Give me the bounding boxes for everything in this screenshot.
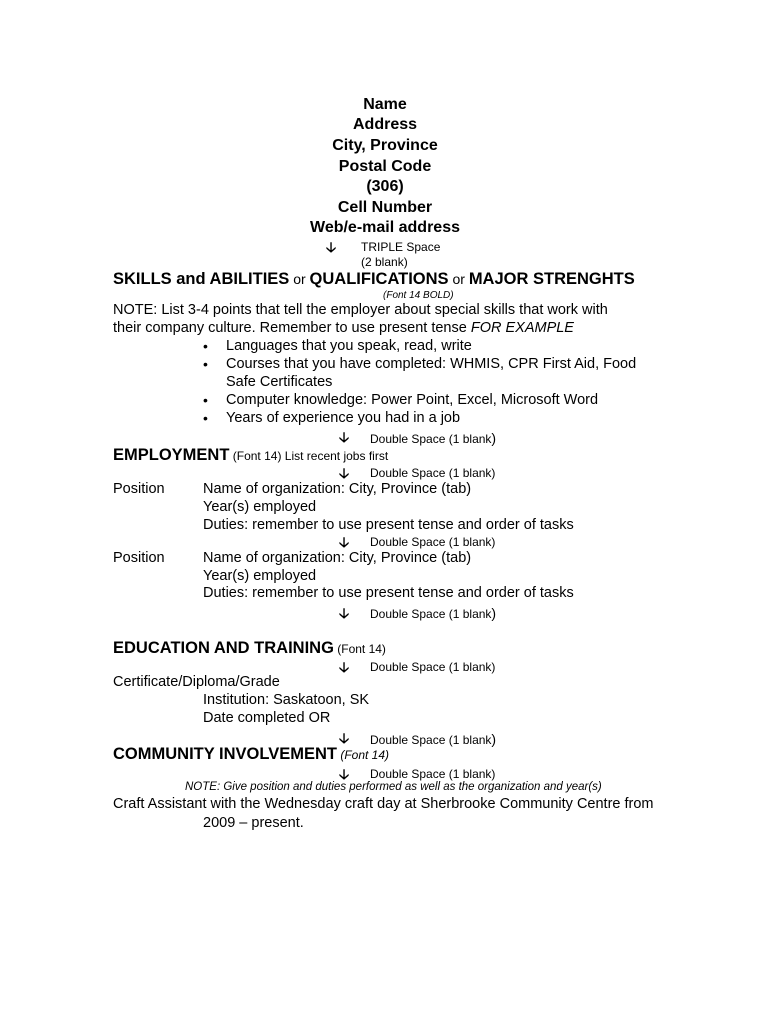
down-arrow-icon: 🡣 — [339, 534, 350, 550]
double-space-note — [370, 430, 496, 446]
contact-cell: Cell Number — [337, 199, 433, 216]
certificate-line: Certificate/Diploma/Grade — [113, 674, 280, 690]
skills-note-line-2 — [113, 320, 574, 336]
triple-space-note: TRIPLE Space — [361, 240, 441, 254]
double-space-note — [370, 767, 495, 781]
community-line-2: 2009 – present. — [203, 815, 304, 831]
position-label: Position — [113, 550, 165, 566]
bullet-icon: • — [203, 410, 208, 426]
double-space-text: Double Space (1 blank — [370, 432, 492, 446]
employment-font-note: (Font 14) List recent jobs first — [229, 449, 389, 463]
skills-title-a: SKILLS and ABILITIES — [113, 270, 290, 288]
double-space-close: ) — [491, 731, 497, 747]
skills-note-text: their company culture. Remember to use present tense — [113, 320, 471, 336]
double-space-note — [370, 605, 496, 621]
bullet-icon: • — [203, 356, 208, 372]
double-space-text: Double Space (1 blank — [370, 733, 492, 747]
skills-or-1: or — [289, 271, 310, 287]
bullet-item: Languages that you speak, read, write — [226, 338, 472, 354]
bullet-icon: • — [203, 392, 208, 408]
down-arrow-icon: 🡣 — [339, 766, 350, 782]
double-space-text: Double Space (1 blank — [370, 660, 492, 674]
skills-heading — [113, 270, 635, 289]
bullet-item: Courses that you have completed: WHMIS, CPR First Aid, Food — [226, 356, 637, 372]
community-title: COMMUNITY INVOLVEMENT — [113, 745, 337, 763]
education-title: EDUCATION AND TRAINING — [113, 639, 334, 657]
double-space-close: ) — [491, 430, 497, 446]
bullet-item: Computer knowledge: Power Point, Excel, Microsoft Word — [226, 392, 599, 408]
years-line: Year(s) employed — [203, 568, 317, 584]
education-font-note: (Font 14) — [333, 642, 386, 656]
skills-note-example: FOR EXAMPLE — [470, 320, 574, 336]
double-space-close: ) — [491, 535, 496, 549]
community-line-1: Craft Assistant with the Wednesday craft day at Sherbrooke Community Centre from — [113, 796, 654, 812]
years-line: Year(s) employed — [203, 499, 317, 515]
double-space-close: ) — [491, 605, 497, 621]
down-arrow-icon: 🡣 — [339, 465, 350, 481]
skills-title-b: QUALIFICATIONS — [309, 270, 449, 288]
bullet-item-continuation: Safe Certificates — [226, 374, 333, 390]
employment-title: EMPLOYMENT — [113, 446, 230, 464]
double-space-note — [370, 660, 495, 674]
contact-name: Name — [363, 96, 407, 113]
down-arrow-icon: 🡣 — [339, 605, 350, 621]
skills-or-2: or — [448, 271, 469, 287]
double-space-text: Double Space (1 blank — [370, 607, 492, 621]
double-space-close: ) — [491, 660, 496, 674]
contact-area-code: (306) — [366, 178, 404, 195]
skills-font-note: (Font 14 BOLD) — [383, 290, 454, 301]
contact-postal: Postal Code — [338, 158, 432, 175]
community-heading — [113, 745, 389, 764]
down-arrow-icon: 🡣 — [339, 730, 350, 746]
position-label: Position — [113, 481, 165, 497]
double-space-note — [370, 466, 495, 480]
bullet-item: Years of experience you had in a job — [226, 410, 461, 426]
org-line: Name of organization: City, Province (tab) — [203, 550, 472, 566]
contact-city: City, Province — [332, 137, 438, 154]
skills-note-line-1: NOTE: List 3-4 points that tell the employer about special skills that work with — [113, 302, 608, 318]
community-font-note: (Font 14) — [336, 748, 390, 762]
skills-title-c: MAJOR STRENGHTS — [468, 270, 635, 288]
triple-space-blank: (2 blank) — [361, 255, 408, 269]
double-space-close: ) — [491, 767, 496, 781]
down-arrow-icon: 🡣 — [326, 239, 337, 255]
org-line: Name of organization: City, Province (tab) — [203, 481, 472, 497]
community-note: NOTE: Give position and duties performed as well as the organization and year(s) — [185, 781, 602, 793]
double-space-note — [370, 535, 495, 549]
date-line: Date completed OR — [203, 710, 331, 726]
duties-line: Duties: remember to use present tense and order of tasks — [203, 517, 574, 533]
double-space-text: Double Space (1 blank — [370, 466, 492, 480]
down-arrow-icon: 🡣 — [339, 659, 350, 675]
contact-address: Address — [352, 116, 418, 133]
institution-line: Institution: Saskatoon, SK — [203, 692, 370, 708]
duties-line: Duties: remember to use present tense and order of tasks — [203, 585, 574, 601]
bullet-icon: • — [203, 338, 208, 354]
double-space-text: Double Space (1 blank — [370, 767, 492, 781]
contact-web: Web/e-mail address — [310, 219, 460, 236]
education-heading — [113, 639, 386, 658]
down-arrow-icon: 🡣 — [339, 429, 350, 445]
double-space-close: ) — [491, 466, 496, 480]
double-space-text: Double Space (1 blank — [370, 535, 492, 549]
